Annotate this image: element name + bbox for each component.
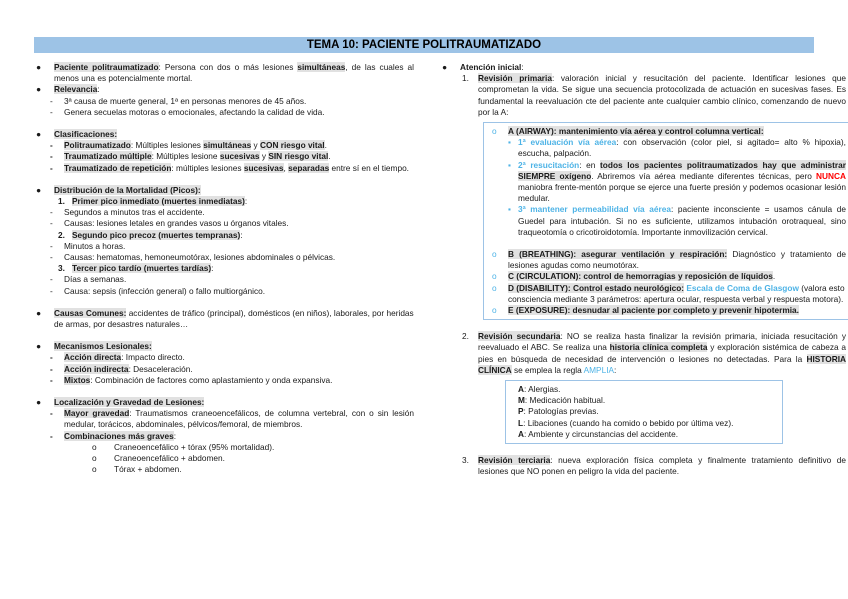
airway-step xyxy=(488,137,846,159)
square-bullet-icon: ▪ xyxy=(508,159,511,170)
airway-step-warning: NUNCA xyxy=(816,170,846,181)
right-column xyxy=(442,62,846,478)
class-emphasis: separadas xyxy=(288,162,330,173)
circle-bullet-icon: o xyxy=(92,441,97,452)
mechanisms-heading xyxy=(36,341,414,352)
amplia-letter: A xyxy=(518,428,524,439)
dash-icon: - xyxy=(50,106,53,117)
class-emphasis: sucesivas xyxy=(219,151,260,162)
primary-review xyxy=(442,73,846,118)
amplia-letter: A xyxy=(518,384,524,395)
mechanism-text: : Combinación de factores como aplastamiento y onda expansiva. xyxy=(90,374,333,385)
mortality-peak xyxy=(36,230,414,241)
abcde-item-e xyxy=(488,305,846,316)
review-label: Revisión terciaria xyxy=(478,455,551,466)
airway-step-emphasis: todos los pacientes politraumatizados hay que administrar SIEMPRE oxígeno xyxy=(518,159,846,181)
list-item xyxy=(36,274,414,285)
class-term: Politraumatizado xyxy=(64,140,131,151)
bullet-icon: ● xyxy=(36,307,42,318)
causes-text: accidentes de tráfico (principal), domésticos (en niños), laborales, por heridas de armas, por desastres naturales… xyxy=(54,307,414,330)
peak-label: Primer pico inmediato (muertes inmediatas) xyxy=(72,196,245,207)
dash-icon: - xyxy=(50,374,53,385)
initial-care-heading xyxy=(442,62,846,73)
initial-care-colon: : xyxy=(521,62,524,72)
list-item xyxy=(36,464,414,475)
airway-step-title: 1ª evaluación vía aérea xyxy=(518,137,617,148)
amplia-item xyxy=(518,384,776,395)
list-item xyxy=(36,453,414,464)
list-item xyxy=(36,163,414,174)
page-title: TEMA 10: PACIENTE POLITRAUMATIZADO xyxy=(34,37,814,53)
dash-icon: - xyxy=(50,285,53,296)
amplia-rule: AMPLIA xyxy=(583,364,615,375)
definition-text-end: , de las cuales al menos una es potencialmente mortal. xyxy=(54,62,415,84)
airway-step-text: maniobra frente-mentón porque se ejerce una fuerte presión y podemos ocasionar lesión medular. xyxy=(518,182,846,204)
abcde-box xyxy=(483,122,848,320)
square-bullet-icon: ▪ xyxy=(508,137,511,148)
list-item xyxy=(36,408,414,430)
peak-colon: : xyxy=(244,196,248,207)
list-item xyxy=(36,140,414,151)
amplia-text: : Alergias. xyxy=(524,384,561,395)
peak-colon: : xyxy=(240,229,243,240)
amplia-letter: M xyxy=(518,395,525,406)
airway-label: A (AIRWAY): mantenimiento vía aérea y control columna vertical: xyxy=(508,126,764,137)
peak-item: Causa: sepsis (infección general) o fallo multiorgánico. xyxy=(64,285,266,296)
relevance-heading xyxy=(36,84,414,95)
amplia-text: : Libaciones (cuando ha comido o bebido por última vez). xyxy=(523,417,734,428)
mechanism-text: : Impacto directo. xyxy=(121,352,185,363)
dash-icon: - xyxy=(50,252,53,263)
review-text: se emplea la regla xyxy=(511,364,584,375)
amplia-letter: L xyxy=(518,417,524,428)
dash-icon: - xyxy=(50,274,53,285)
review-number: 1. xyxy=(462,73,469,84)
location-term: Combinaciones más graves xyxy=(64,430,174,441)
mechanism-term: Mixtos xyxy=(64,374,91,385)
review-number: 3. xyxy=(462,455,469,466)
class-term: Traumatizado de repetición xyxy=(64,162,172,173)
circle-bullet-icon: o xyxy=(492,126,497,137)
dash-icon: - xyxy=(50,140,53,151)
class-term: Traumatizado múltiple xyxy=(64,151,152,162)
airway-step-title: 2ª resucitación xyxy=(518,159,580,170)
list-item xyxy=(36,107,414,118)
breathing-text: Diagnóstico y tratamiento de lesiones agudas como neumotórax. xyxy=(508,249,846,271)
amplia-item xyxy=(518,418,776,429)
abcde-item-a xyxy=(488,126,846,137)
peak-number: 2. xyxy=(58,229,65,240)
airway-step-text: . Abriremos vía aérea mediante diferentes técnicas, pero xyxy=(591,170,817,181)
dash-icon: - xyxy=(50,240,53,251)
review-emphasis: historia clínica completa xyxy=(609,342,708,353)
bullet-icon: ● xyxy=(442,62,448,72)
abcde-item-b xyxy=(488,249,846,271)
circle-bullet-icon: o xyxy=(492,305,497,316)
class-emphasis: CON riesgo vital xyxy=(260,140,325,151)
bullet-icon: ● xyxy=(36,62,42,72)
circle-bullet-icon: o xyxy=(92,453,97,464)
list-item xyxy=(36,352,414,363)
peak-number: 1. xyxy=(58,196,65,207)
combo-item: Craneoencefálico + tórax (95% mortalidad). xyxy=(114,441,275,452)
definition-section xyxy=(36,62,414,84)
definition-emphasis: simultáneas xyxy=(297,62,346,72)
relevance-item: 3ª causa de muerte general, 1ª en personas menores de 45 años. xyxy=(64,95,307,106)
bullet-icon: ● xyxy=(36,129,42,140)
class-text: . xyxy=(324,140,327,151)
list-item xyxy=(36,375,414,386)
review-text: y exploración sistémica de cabeza a pies en búsqueda de necesidad de intervención o lesiones no detectadas. Para la xyxy=(478,342,846,364)
mortality-peak xyxy=(36,196,414,207)
peak-number: 3. xyxy=(58,263,65,274)
amplia-text: : Patologías previas. xyxy=(523,406,599,417)
combo-item: Craneoencefálico + abdomen. xyxy=(114,453,225,464)
initial-care-label: Atención inicial xyxy=(460,62,522,72)
abcde-item-d xyxy=(488,283,846,305)
disability-label: D (DISABILITY): Control estado neurológico: xyxy=(508,282,685,293)
location-text: : Traumatismos craneoencefálicos, de columna vertebral, con o sin lesión medular, torácicos, abdominales, pélvicos/femoral, de miembros. xyxy=(64,408,414,430)
classifications-heading xyxy=(36,129,414,140)
list-item xyxy=(36,207,414,218)
left-column xyxy=(36,62,414,476)
circle-bullet-icon: o xyxy=(492,249,497,260)
dash-icon: - xyxy=(50,430,53,441)
secondary-review xyxy=(442,331,846,376)
breathing-label: B (BREATHING): asegurar ventilación y respiración: xyxy=(508,249,728,260)
mechanism-term: Acción directa xyxy=(64,352,122,363)
amplia-text: : Medicación habitual. xyxy=(524,395,606,406)
mechanism-term: Acción indirecta xyxy=(64,363,129,374)
location-colon: : xyxy=(173,430,177,441)
class-text: : Múltiples lesiones xyxy=(130,140,204,151)
peak-item: Días a semanas. xyxy=(64,274,127,285)
bullet-icon: ● xyxy=(36,397,42,408)
class-emphasis: simultáneas xyxy=(203,140,252,151)
dash-icon: - xyxy=(50,207,53,218)
airway-step-text: : paciente inconsciente = usamos cánula de Guedel para intubación. Si no es suficiente, utilizamos intubación orotraqueal, sino traqueotomía o cricotiroidotomía. Importante inmovilización cervical. xyxy=(518,204,846,237)
amplia-item xyxy=(518,406,776,417)
relevance-colon: : xyxy=(97,84,100,95)
location-term: Mayor gravedad xyxy=(64,408,130,419)
airway-step-text: : con observación (color piel, si agitado= alto % hipoxia), escucha, palpación. xyxy=(518,137,846,159)
dash-icon: - xyxy=(50,218,53,229)
review-emphasis: HISTORIA CLÍNICA xyxy=(478,353,846,375)
airway-step xyxy=(488,160,846,205)
dash-icon: - xyxy=(50,363,53,374)
peak-item: Causas: hematomas, hemoneumotórax, lesiones abdominales o pélvicas. xyxy=(64,252,336,263)
bullet-icon: ● xyxy=(36,341,42,352)
list-item xyxy=(36,431,414,442)
peak-item: Minutos a horas. xyxy=(64,240,126,251)
exposure-label: E (EXPOSURE): desnudar al paciente por completo y prevenir hipotermia. xyxy=(508,305,799,316)
location-label: Localización y Gravedad de Lesiones: xyxy=(54,397,205,408)
list-item xyxy=(36,96,414,107)
list-item xyxy=(36,218,414,229)
abcde-item-c xyxy=(488,271,846,282)
review-text: : xyxy=(614,364,617,375)
airway-step xyxy=(488,204,846,238)
circle-bullet-icon: o xyxy=(492,282,497,293)
definition-text: : Persona con dos o más lesiones xyxy=(158,62,298,72)
relevance-item: Genera secuelas motoras o emocionales, afectando la calidad de vida. xyxy=(64,106,325,117)
mortality-label: Distribución de la Mortalidad (Picos): xyxy=(54,184,201,195)
class-text: entre sí en el tiempo. xyxy=(329,162,409,173)
class-emphasis: sucesivas xyxy=(243,162,284,173)
peak-item: Segundos a minutos tras el accidente. xyxy=(64,207,205,218)
dash-icon: - xyxy=(50,162,53,173)
mortality-heading xyxy=(36,185,414,196)
peak-item: Causas: lesiones letales en grandes vasos u órganos vitales. xyxy=(64,218,289,229)
amplia-text: : Ambiente y circunstancias del accidente. xyxy=(524,428,679,439)
mortality-peak xyxy=(36,263,414,274)
amplia-item xyxy=(518,429,776,440)
glasgow-scale: Escala de Coma de Glasgow xyxy=(684,282,799,293)
square-bullet-icon: ▪ xyxy=(508,204,511,215)
circle-bullet-icon: o xyxy=(92,464,97,475)
review-label: Revisión secundaria xyxy=(478,331,561,342)
causes-label: Causas Comunes: xyxy=(54,307,127,318)
airway-step-title: 3ª mantener permeabilidad vía aérea xyxy=(518,204,671,215)
list-item xyxy=(36,364,414,375)
peak-label: Tercer pico tardío (muertes tardías) xyxy=(72,263,212,274)
dash-icon: - xyxy=(50,151,53,162)
review-text: : valoración inicial y resucitación del paciente. Identificar lesiones que comprometan la vida. Se sigue una secuencia protocolizada de actuación en sucesivas fases. Es fundamental la reevaluación cte del paciente ante cualquier cambio clínico, comenzando de nuevo por la A: xyxy=(478,73,846,117)
list-item xyxy=(36,286,414,297)
amplia-box xyxy=(505,380,783,444)
common-causes-section xyxy=(36,308,414,330)
relevance-label: Relevancia xyxy=(54,84,98,95)
dash-icon: - xyxy=(50,352,53,363)
location-heading xyxy=(36,397,414,408)
classifications-label: Clasificaciones: xyxy=(54,129,118,140)
review-number: 2. xyxy=(462,331,469,342)
circulation-label: C (CIRCULATION): control de hemorragias y reposición de líquidos xyxy=(508,271,773,282)
class-emphasis: SIN riesgo vital xyxy=(268,151,329,162)
mechanism-text: : Desaceleración. xyxy=(128,363,193,374)
list-item xyxy=(36,151,414,162)
peak-label: Segundo pico precoz (muertes tempranas) xyxy=(72,229,241,240)
list-item xyxy=(36,442,414,453)
airway-step-text: : en xyxy=(579,159,601,170)
class-text: y xyxy=(259,151,269,162)
list-item xyxy=(36,252,414,263)
circle-bullet-icon: o xyxy=(492,271,497,282)
dash-icon: - xyxy=(50,95,53,106)
circulation-text: . xyxy=(772,271,776,282)
definition-term: Paciente politraumatizado xyxy=(54,62,159,72)
bullet-icon: ● xyxy=(36,184,42,195)
list-item xyxy=(36,241,414,252)
disability-text: (valora esto consciencia mediante 3 parámetros: apertura ocular, respuesta verbal y respuesta motora). xyxy=(508,282,845,304)
review-text: : NO se realiza hasta finalizar la revisión primaria, iniciada resucitación y reevaluado el ABC. Se realiza una xyxy=(478,331,846,353)
class-text: : Múltiples lesione xyxy=(151,151,220,162)
review-text: : nueva exploración física completa y finalmente tratamiento definitivo de lesiones que NO ponen en peligro la vida del paciente. xyxy=(478,455,846,477)
amplia-letter: P xyxy=(518,406,524,417)
tertiary-review xyxy=(442,455,846,477)
combo-item: Tórax + abdomen. xyxy=(114,464,182,475)
class-text: y xyxy=(251,140,260,151)
class-text: . xyxy=(328,151,331,162)
peak-colon: : xyxy=(211,263,214,274)
class-text: , xyxy=(283,162,289,173)
review-label: Revisión primaria xyxy=(478,73,552,84)
amplia-item xyxy=(518,395,776,406)
dash-icon: - xyxy=(50,408,53,419)
class-text: : múltiples lesiones xyxy=(171,162,244,173)
bullet-icon: ● xyxy=(36,84,42,95)
mechanisms-label: Mecanismos Lesionales: xyxy=(54,341,152,352)
